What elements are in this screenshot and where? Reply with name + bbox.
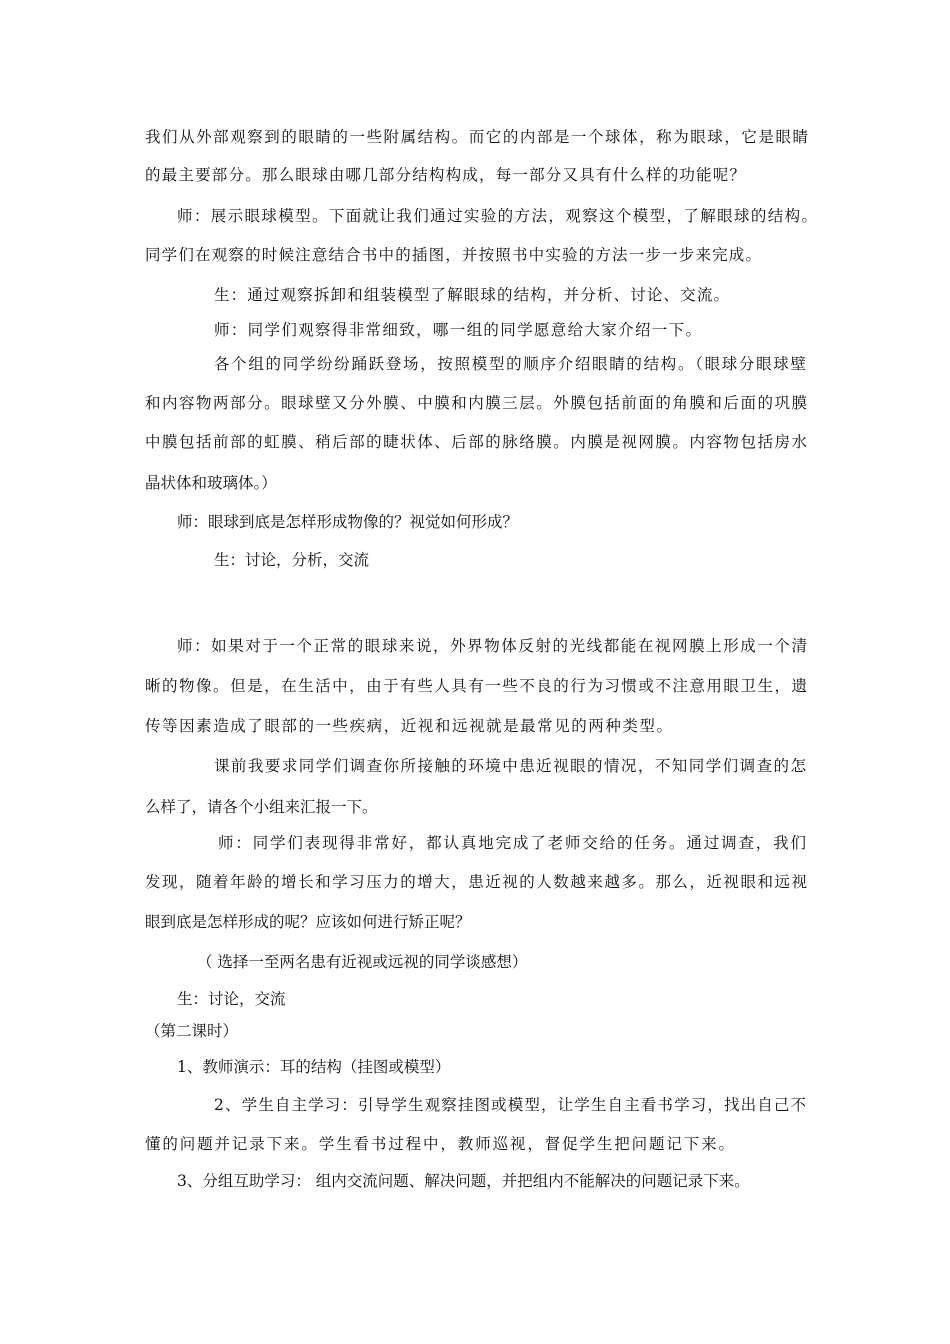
text-line: 各个组的同学纷纷踊跃登场，按照模型的顺序介绍眼睛的结构。（眼球分眼球壁: [214, 355, 806, 373]
text-line: 和内容物两部分。眼球壁又分外膜、中膜和内膜三层。外膜包括前面的角膜和后面的巩膜: [145, 394, 807, 412]
text-line: 晶状体和玻璃体。）: [145, 474, 277, 492]
text-line: 2、学生自主学习：引导学生观察挂图或模型，让学生自主看书学习，找出自己不: [214, 1096, 806, 1114]
text-line: 师：同学们观察得非常细致，哪一组的同学愿意给大家介绍一下。: [214, 321, 701, 339]
text-line: 师：同学们表现得非常好，都认真地完成了老师交给的任务。通过调查，我们: [218, 834, 806, 852]
text-line: 的最主要部分。那么眼球由哪几部分结构构成，每一部分又具有什么样的功能呢？: [145, 166, 745, 184]
text-line: 么样了，请各个小组来汇报一下。: [145, 798, 378, 816]
section-heading: （第二课时）: [145, 1022, 239, 1040]
text-line: 懂的问题并记录下来。学生看书过程中，教师巡视，督促学生把问题记下来。: [145, 1135, 734, 1153]
text-line: （ 选择一至两名患有近视或远视的同学谈感想）: [197, 953, 528, 971]
text-line: 眼到底是怎样形成的呢？应该如何进行矫正呢？: [145, 913, 471, 931]
text-line: 中膜包括前部的虹膜、稍后部的睫状体、后部的脉络膜。内膜是视网膜。内容物包括房水: [145, 433, 807, 451]
text-line: 1、教师演示：耳的结构（挂图或模型）: [177, 1058, 451, 1076]
text-line: 生：通过观察拆卸和组装模型了解眼球的结构，并分析、讨论、交流。: [214, 286, 729, 304]
text-line: 课前我要求同学们调查你所接触的环境中患近视眼的情况，不知同学们调查的怎: [214, 757, 806, 775]
text-line: 师：展示眼球模型。下面就让我们通过实验的方法，观察这个模型，了解眼球的结构。: [177, 207, 817, 225]
text-line: 生：讨论，分析，交流: [214, 551, 370, 569]
text-line: 发现，随着年龄的增长和学习压力的增大，患近视的人数越来越多。那么，近视眼和远视: [145, 873, 807, 891]
text-line: 我们从外部观察到的眼睛的一些附属结构。而它的内部是一个球体，称为眼球，它是眼睛: [145, 128, 808, 146]
text-line: 3、分组互助学习： 组内交流问题、解决问题，并把组内不能解决的问题记录下来。: [177, 1172, 750, 1190]
text-line: 晰的物像。但是，在生活中，由于有些人具有一些不良的行为习惯或不注意用眼卫生，遗: [145, 677, 807, 695]
text-line: 师：眼球到底是怎样形成物像的？视觉如何形成？: [177, 513, 519, 531]
text-line: 师：如果对于一个正常的眼球来说，外界物体反射的光线都能在视网膜上形成一个清: [177, 637, 807, 655]
text-line: 同学们在观察的时候注意结合书中的插图，并按照书中实验的方法一步一步来完成。: [145, 246, 761, 264]
text-line: 生：讨论，交流: [177, 990, 286, 1008]
text-line: 传等因素造成了眼部的一些疾病，近视和远视就是最常见的两种类型。: [145, 717, 672, 735]
